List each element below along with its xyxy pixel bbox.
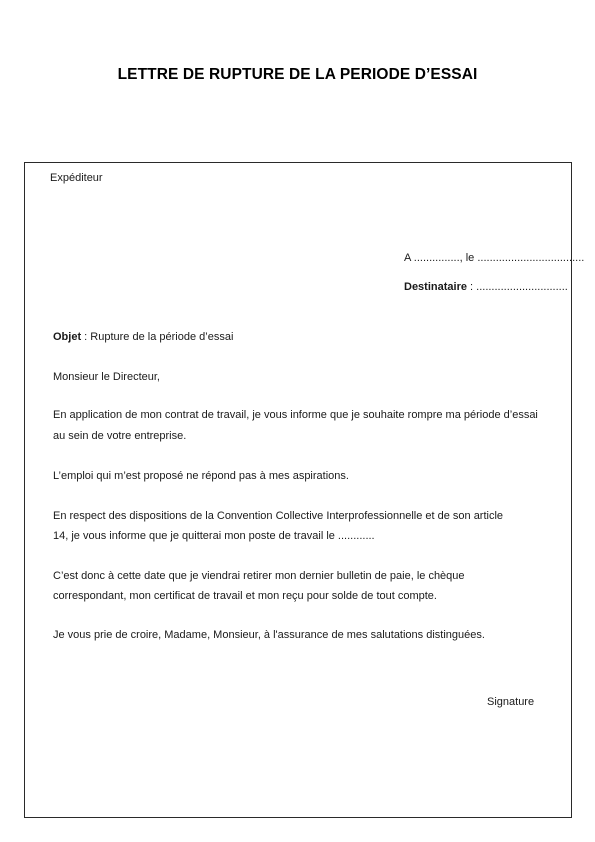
recipient-value: : .............................. xyxy=(466,281,568,293)
place-date-line: A ..............., le ................................... xyxy=(404,252,585,264)
page-title: LETTRE DE RUPTURE DE LA PERIODE D’ESSAI xyxy=(117,66,478,83)
paragraph-4-line-2: correspondant, mon certificat de travail et mon reçu pour solde de tout compte. xyxy=(53,590,437,602)
subject-value: : Rupture de la période d’essai xyxy=(81,331,234,343)
subject-line xyxy=(53,330,233,344)
paragraph-2-line-1: L’emploi qui m’est proposé ne répond pas à mes aspirations. xyxy=(53,470,349,482)
recipient-line xyxy=(404,280,568,294)
sender-label: Expéditeur xyxy=(50,172,103,184)
paragraph-1-line-1: En application de mon contrat de travail, je vous informe que je souhaite rompre ma période d’essai xyxy=(53,409,538,421)
paragraph-1-line-2: au sein de votre entreprise. xyxy=(53,430,187,442)
paragraph-5-line-1: Je vous prie de croire, Madame, Monsieur, à l'assurance de mes salutations distinguées. xyxy=(53,629,485,641)
subject-label: Objet xyxy=(53,331,82,343)
signature-label: Signature xyxy=(487,696,535,708)
paragraph-3-line-2: 14, je vous informe que je quitterai mon poste de travail le ............ xyxy=(53,530,375,542)
salutation: Monsieur le Directeur, xyxy=(53,371,160,383)
paragraph-4-line-1: C’est donc à cette date que je viendrai retirer mon dernier bulletin de paie, le chèque xyxy=(53,570,465,582)
recipient-label: Destinataire xyxy=(404,281,467,293)
paragraph-3-line-1: En respect des dispositions de la Convention Collective Interprofessionnelle et de son article xyxy=(53,510,504,522)
